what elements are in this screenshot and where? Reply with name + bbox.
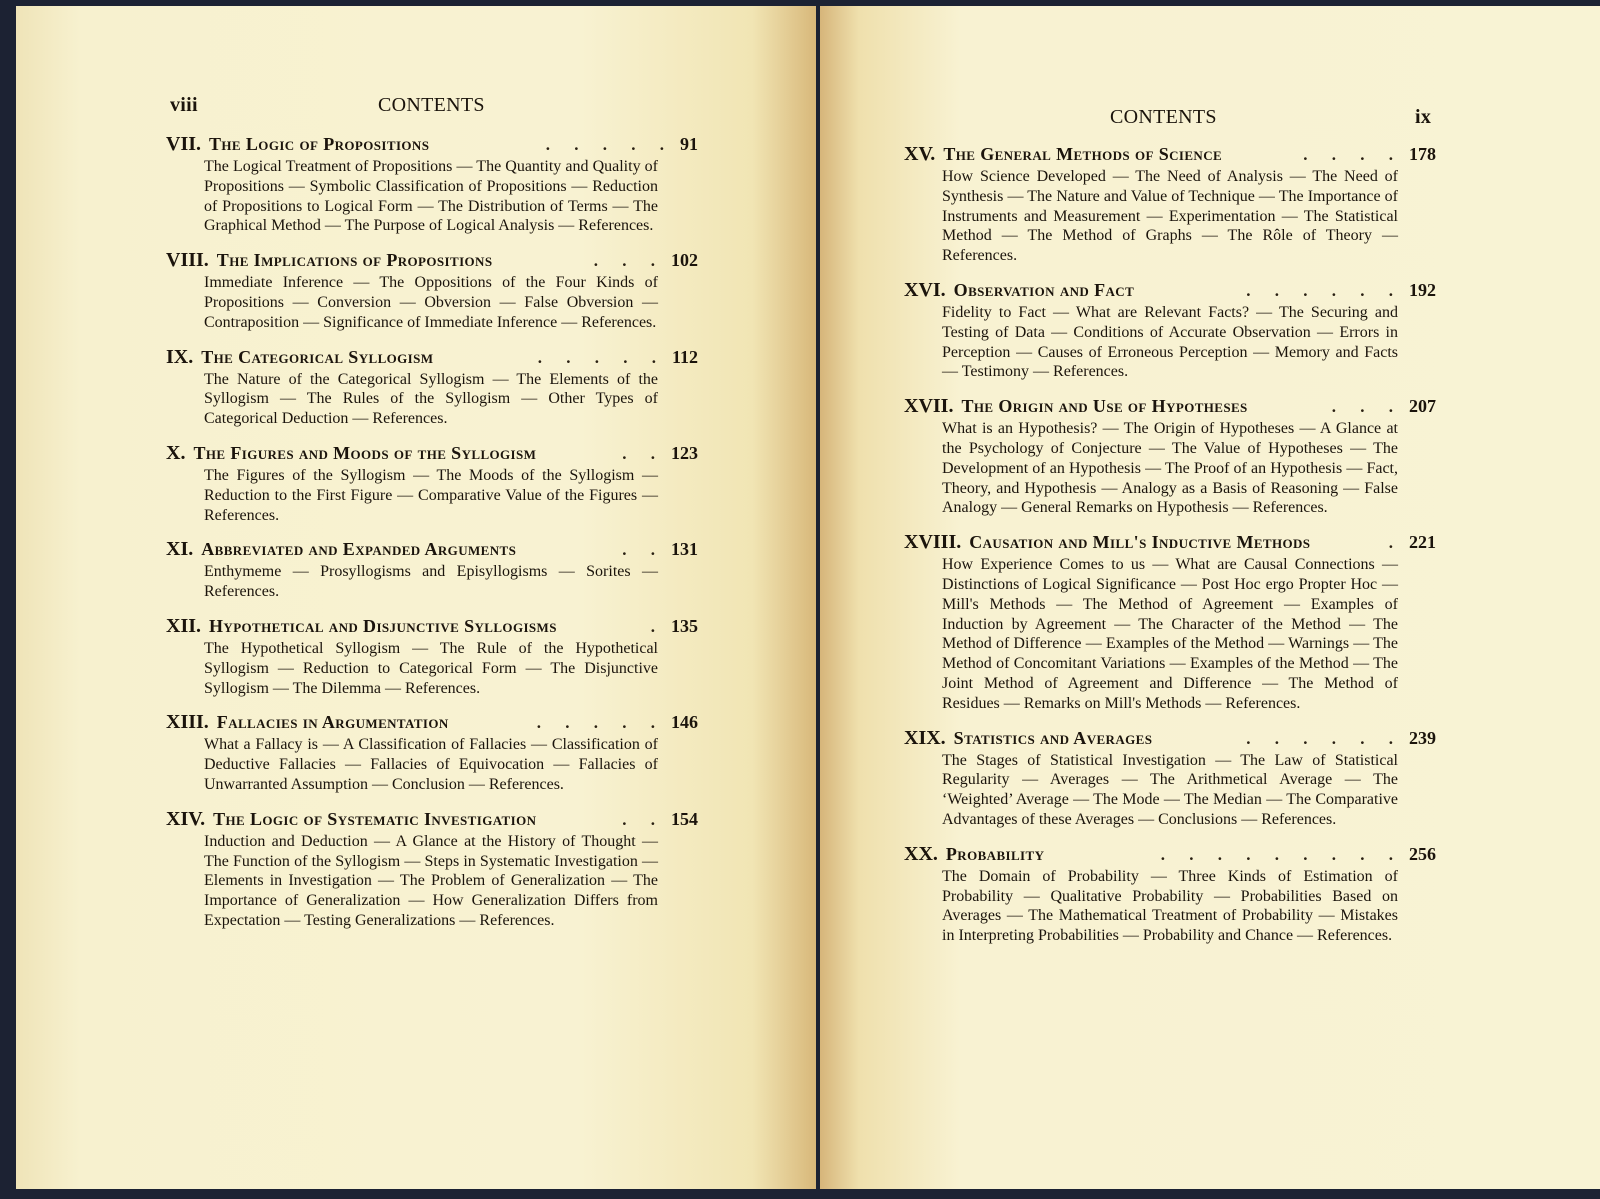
chapter-heading bbox=[166, 710, 698, 735]
chapter-summary: The Figures of the Syllogism — The Moods of the Syllogism — Reduction to the First Figure — Comparative Value of the Figures — References. bbox=[204, 466, 658, 524]
chapter-page-number: 207 bbox=[1409, 396, 1436, 417]
leader-dots: . . bbox=[622, 540, 665, 560]
chapter-page-number: 256 bbox=[1409, 843, 1436, 864]
chapter-number: IX. bbox=[166, 345, 194, 368]
chapter-entry bbox=[166, 710, 698, 794]
chapter-number: XV. bbox=[904, 143, 936, 165]
chapter-number: XIV. bbox=[166, 807, 206, 830]
chapter-page-number: 102 bbox=[671, 250, 698, 271]
chapter-page-number: 146 bbox=[671, 712, 698, 733]
chapter-list bbox=[904, 142, 1436, 958]
leader-dots: . . . . . bbox=[537, 347, 666, 367]
chapter-title: Observation and Fact bbox=[953, 279, 1135, 300]
chapter-page-number: 154 bbox=[671, 808, 698, 829]
chapter-list bbox=[166, 132, 698, 943]
chapter-heading bbox=[166, 614, 698, 639]
chapter-title: Causation and Mill's Inductive Methods bbox=[969, 532, 1311, 553]
chapter-entry bbox=[166, 248, 698, 332]
chapter-heading bbox=[904, 278, 1436, 303]
chapter-heading bbox=[904, 394, 1436, 419]
chapter-number: XVII. bbox=[904, 395, 954, 418]
page-header: CONTENTS bbox=[1110, 106, 1217, 128]
chapter-number: XII. bbox=[166, 614, 202, 637]
chapter-heading bbox=[166, 537, 698, 562]
chapter-number: XX. bbox=[904, 842, 938, 865]
chapter-title: The Origin and Use of Hypotheses bbox=[961, 396, 1248, 417]
chapter-summary: The Logical Treatment of Propositions — The Quantity and Quality of Propositions — Symbolic Classification of Propositions — Reduction of Propositions to Logical Form — The Distribution of Terms — The Graphical Method — The Purpose of Logical Analysis — References. bbox=[204, 158, 658, 235]
chapter-title: The Categorical Syllogism bbox=[201, 346, 434, 367]
chapter-summary: The Hypothetical Syllogism — The Rule of the Hypothetical Syllogism — Reduction to Categorical Form — The Disjunctive Syllogism — The Dilemma — References. bbox=[204, 639, 658, 697]
chapter-title: Statistics and Averages bbox=[953, 727, 1153, 748]
chapter-summary: What is an Hypothesis? — The Origin of Hypotheses — A Glance at the Psychology of Conjecture — The Value of Hypotheses — The Development of an Hypothesis — The Proof of an Hypothesis — Fact, Theory, and Hypothesis — Analogy as a Basis of Reasoning — False Analogy — General Remarks on Hypothesis — References. bbox=[942, 420, 1398, 517]
chapter-page-number: 221 bbox=[1409, 532, 1436, 553]
chapter-number: XVIII. bbox=[904, 531, 962, 554]
chapter-summary: The Domain of Probability — Three Kinds of Estimation of Probability — Qualitative Probability — Probabilities Based on Averages — The Mathematical Treatment of Probability — Mistakes in Interpreting Probabilities — Probability and Chance — References. bbox=[942, 867, 1398, 945]
chapter-entry bbox=[904, 842, 1436, 946]
chapter-title: The Implications of Propositions bbox=[216, 250, 493, 271]
chapter-entry bbox=[904, 530, 1436, 713]
chapter-number: XIX. bbox=[904, 726, 946, 749]
chapter-number: XVI. bbox=[904, 278, 946, 301]
chapter-number: XIII. bbox=[166, 711, 209, 734]
chapter-entry bbox=[904, 142, 1436, 266]
chapter-page-number: 192 bbox=[1409, 279, 1436, 300]
chapter-heading bbox=[166, 345, 698, 370]
chapter-summary: Immediate Inference — The Oppositions of the Four Kinds of Propositions — Conversion — Obversion — False Obversion — Contraposition — Significance of Immediate Inference — References. bbox=[204, 274, 658, 331]
leader-dots: . . . . . bbox=[545, 135, 674, 154]
page-number: ix bbox=[1415, 106, 1432, 128]
leader-dots: . . . bbox=[1331, 397, 1403, 417]
chapter-number: XI. bbox=[166, 538, 194, 561]
leader-dots: . . bbox=[622, 443, 665, 463]
chapter-number: X. bbox=[166, 441, 186, 464]
leader-dots: . . . . . . bbox=[1246, 728, 1403, 748]
chapter-number: VIII. bbox=[166, 249, 209, 272]
chapter-entry bbox=[166, 345, 698, 429]
chapter-summary: How Science Developed — The Need of Analysis — The Need of Synthesis — The Nature and Value of Technique — The Importance of Instruments and Measurement — Experimentation — The Statistical Method — The Method of Graphs — The Rôle of Theory — References. bbox=[942, 168, 1398, 265]
chapter-title: The Logic of Systematic Investigation bbox=[213, 808, 537, 829]
chapter-summary: Fidelity to Fact — What are Relevant Facts? — The Securing and Testing of Data — Conditions of Accurate Observation — Errors in Perception — Causes of Erroneous Perception — Memory and Facts — Testimony — References. bbox=[942, 303, 1398, 381]
chapter-page-number: 91 bbox=[680, 134, 698, 154]
chapter-heading bbox=[166, 807, 698, 832]
chapter-heading bbox=[166, 132, 698, 157]
chapter-page-number: 239 bbox=[1409, 727, 1436, 748]
chapter-title: The Logic of Propositions bbox=[209, 134, 430, 154]
chapter-heading bbox=[166, 441, 698, 466]
leader-dots: . bbox=[1388, 533, 1403, 553]
leader-dots: . . . . bbox=[1303, 145, 1403, 164]
chapter-entry bbox=[904, 394, 1436, 518]
chapter-number: VII. bbox=[166, 133, 202, 155]
chapter-heading bbox=[904, 726, 1436, 751]
chapter-page-number: 178 bbox=[1409, 144, 1436, 164]
chapter-summary: Enthymeme — Prosyllogisms and Episyllogisms — Sorites — References. bbox=[204, 563, 658, 601]
chapter-heading bbox=[904, 530, 1436, 555]
chapter-page-number: 112 bbox=[671, 346, 698, 367]
chapter-page-number: 123 bbox=[671, 442, 698, 463]
leader-dots: . . . bbox=[593, 251, 665, 271]
page-number: viii bbox=[170, 94, 198, 116]
chapter-entry bbox=[166, 807, 698, 931]
chapter-title: The Figures and Moods of the Syllogism bbox=[193, 442, 537, 463]
right-page bbox=[820, 6, 1600, 1189]
chapter-summary: The Nature of the Categorical Syllogism — The Elements of the Syllogism — The Rules of the Syllogism — Other Types of Categorical Deduction — References. bbox=[204, 370, 658, 428]
chapter-page-number: 131 bbox=[671, 539, 698, 560]
chapter-heading bbox=[166, 248, 698, 273]
leader-dots: . . bbox=[622, 809, 665, 829]
chapter-summary: How Experience Comes to us — What are Causal Connections — Distinctions of Logical Significance — Post Hoc ergo Propter Hoc — Mill's Methods — The Method of Agreement — Examples of Induction by Agreement — The Character of the Method — The Method of Difference — Examples of the Method — Warnings — The Method of Concomitant Variations — Examples of the Method — The Joint Method of Agreement and Difference — The Method of Residues — Remarks on Mill's Methods — References. bbox=[942, 556, 1398, 712]
chapter-page-number: 135 bbox=[671, 615, 698, 636]
chapter-entry bbox=[166, 614, 698, 698]
chapter-entry bbox=[904, 726, 1436, 830]
chapter-title: Abbreviated and Expanded Arguments bbox=[201, 539, 517, 560]
chapter-entry bbox=[904, 278, 1436, 382]
page-header: CONTENTS bbox=[378, 94, 485, 116]
chapter-title: Hypothetical and Disjunctive Syllogisms bbox=[209, 615, 557, 636]
leader-dots: . . . . . . . . . bbox=[1160, 844, 1403, 864]
chapter-heading bbox=[904, 142, 1436, 167]
chapter-heading bbox=[904, 842, 1436, 867]
chapter-title: Fallacies in Argumentation bbox=[216, 712, 449, 733]
chapter-summary: The Stages of Statistical Investigation — The Law of Statistical Regularity — Averages — The Arithmetical Average — The ‘Weighted’ Average — The Mode — The Median — The Comparative Advantages of these Averages — Conclusions — References. bbox=[942, 751, 1398, 828]
left-page bbox=[16, 6, 816, 1189]
chapter-title: Probability bbox=[945, 843, 1045, 864]
chapter-entry bbox=[166, 441, 698, 525]
chapter-entry bbox=[166, 132, 698, 236]
chapter-entry bbox=[166, 537, 698, 602]
chapter-summary: Induction and Deduction — A Glance at the History of Thought — The Function of the Syllogism — Steps in Systematic Investigation — Elements in Investigation — The Problem of Generalization — The Importance of Generalization — How Generalization Differs from Expectation — Testing Generalizations — References. bbox=[204, 832, 658, 929]
leader-dots: . . . . . bbox=[536, 713, 665, 733]
chapter-title: The General Methods of Science bbox=[943, 144, 1223, 164]
leader-dots: . . . . . . bbox=[1246, 280, 1403, 300]
leader-dots: . bbox=[650, 616, 665, 636]
chapter-summary: What a Fallacy is — A Classification of Fallacies — Classification of Deductive Fallacies — Fallacies of Equivocation — Fallacies of Unwarranted Assumption — Conclusion — References. bbox=[204, 736, 658, 793]
